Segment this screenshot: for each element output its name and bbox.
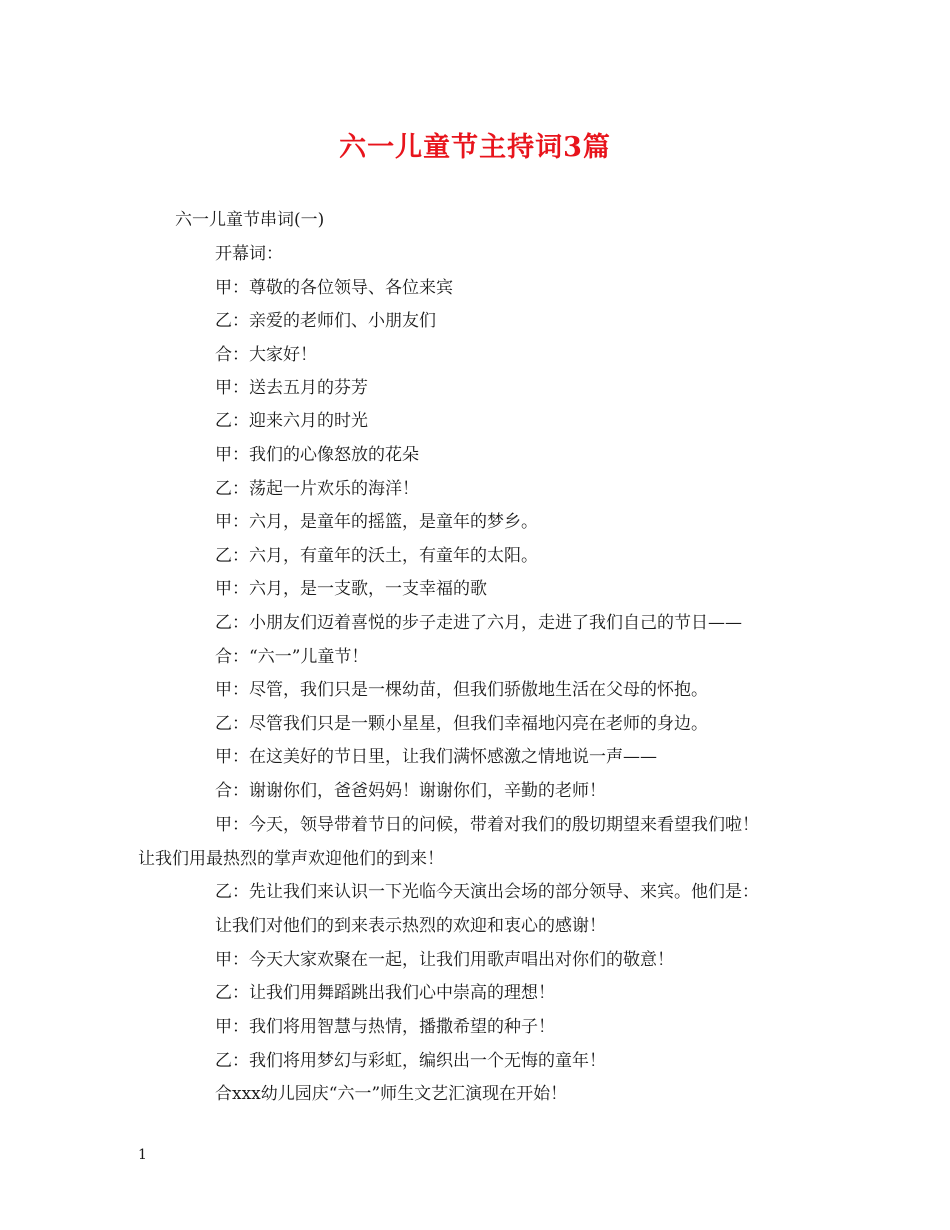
section-heading: 六一儿童节串词(一) (175, 210, 325, 230)
text-line: 乙：亲爱的老师们、小朋友们 (215, 311, 436, 331)
text-line: 乙：让我们用舞蹈跳出我们心中崇高的理想！ (215, 983, 555, 1003)
page-number: 1 (138, 1147, 147, 1163)
text-line: 乙：迎来六月的时光 (215, 411, 368, 431)
text-line: 乙：先让我们来认识一下光临今天演出会场的部分领导、来宾。他们是： (215, 882, 759, 902)
text-line: 甲：在这美好的节日里，让我们满怀感激之情地说一声—— (215, 747, 657, 767)
text-line: 合：“六一”儿童节！ (215, 647, 369, 667)
text-line: 乙：尽管我们只是一颗小星星，但我们幸福地闪亮在老师的身边。 (215, 714, 708, 734)
text-line: 乙：我们将用梦幻与彩虹，编织出一个无悔的童年！ (215, 1051, 606, 1071)
text-line: 甲：六月，是童年的摇篮，是童年的梦乡。 (215, 512, 538, 532)
text-line: 乙：荡起一片欢乐的海洋！ (215, 479, 419, 499)
text-line: 甲：送去五月的芬芳 (215, 378, 368, 398)
text-line-continuation: 让我们用最热烈的掌声欢迎他们的到来！ (138, 849, 444, 869)
text-line: 甲：尊敬的各位领导、各位来宾 (215, 278, 453, 298)
text-line: 乙：六月，有童年的沃土，有童年的太阳。 (215, 546, 538, 566)
text-line: 甲：我们将用智慧与热情，播撒希望的种子！ (215, 1017, 555, 1037)
text-line: 甲：六月，是一支歌，一支幸福的歌 (215, 579, 487, 599)
text-line: 合：谢谢你们，爸爸妈妈！谢谢你们，辛勤的老师！ (215, 781, 606, 801)
text-line: 甲：尽管，我们只是一棵幼苗，但我们骄傲地生活在父母的怀抱。 (215, 680, 708, 700)
text-line: 开幕词： (215, 244, 283, 264)
text-line: 甲：今天，领导带着节日的问候，带着对我们的殷切期望来看望我们啦！ (215, 815, 759, 835)
text-line: 乙：小朋友们迈着喜悦的步子走进了六月，走进了我们自己的节日—— (215, 613, 742, 633)
text-line: 合：大家好！ (215, 345, 317, 365)
text-line: 合xxx幼儿园庆“六一”师生文艺汇演现在开始！ (215, 1084, 568, 1104)
text-line: 让我们对他们的到来表示热烈的欢迎和衷心的感谢！ (215, 916, 606, 936)
document-title: 六一儿童节主持词3篇 (339, 132, 611, 163)
text-line: 甲：今天大家欢聚在一起，让我们用歌声唱出对你们的敬意！ (215, 950, 674, 970)
text-line: 甲：我们的心像怒放的花朵 (215, 445, 419, 465)
